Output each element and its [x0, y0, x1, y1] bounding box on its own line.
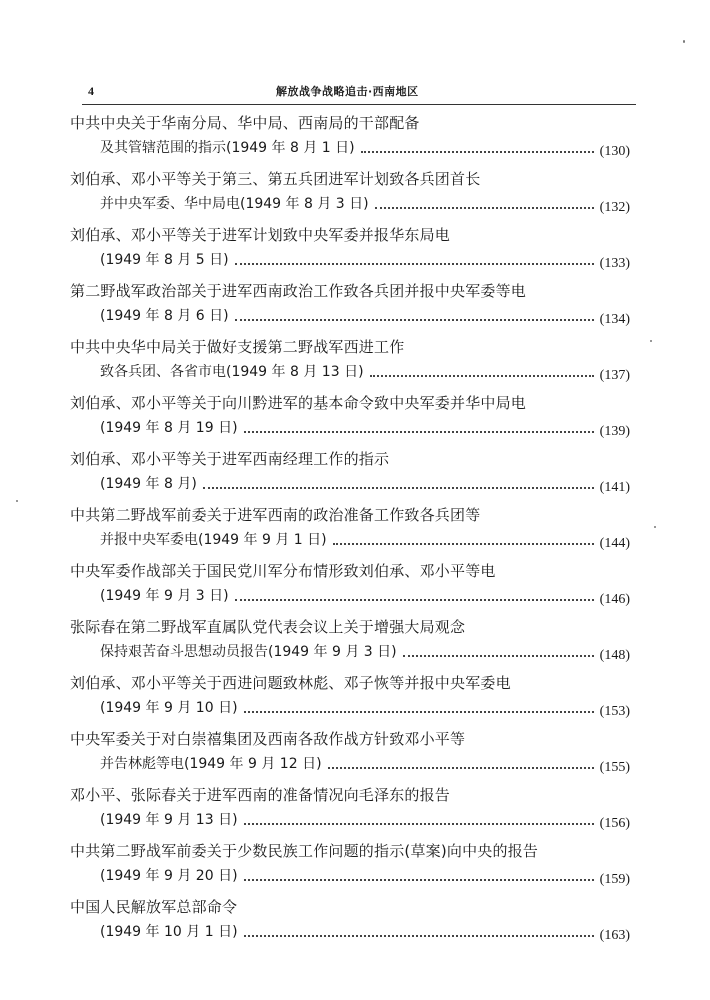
toc-entry-title-cont: 并中央军委、华中局电(1949 年 8 月 3 日): [100, 196, 369, 212]
toc-page-number: (134): [599, 312, 630, 327]
dot-leader: [244, 935, 594, 937]
toc-page-number: (159): [599, 872, 630, 887]
toc-page-number: (141): [599, 480, 630, 495]
scan-speck: [683, 40, 685, 43]
toc-entry-title: 邓小平、张际春关于进军西南的准备情况向毛泽东的报告: [70, 786, 451, 804]
dot-leader: [203, 487, 594, 489]
dot-leader: [235, 599, 594, 601]
toc-entry[interactable]: [70, 112, 630, 159]
toc-entry-title-cont: 并报中央军委电(1949 年 9 月 1 日): [100, 532, 327, 548]
toc-entry[interactable]: [70, 336, 630, 383]
scan-speck: [16, 500, 18, 502]
toc-entry-title-cont: (1949 年 9 月 13 日): [100, 812, 238, 828]
dot-leader: [328, 767, 594, 769]
toc-entry[interactable]: [70, 896, 630, 943]
page-header: [86, 82, 638, 100]
toc-page-number: (163): [599, 928, 630, 943]
toc-entry-title: 张际春在第二野战军直属队党代表会议上关于增强大局观念: [70, 618, 466, 636]
toc-entry-title-cont: 致各兵团、各省市电(1949 年 8 月 13 日): [100, 364, 364, 380]
toc-page-number: (146): [599, 592, 630, 607]
toc-page-number: (153): [599, 704, 630, 719]
toc-entry-title-cont: 并告林彪等电(1949 年 9 月 12 日): [100, 756, 322, 772]
toc-entry-title-cont: (1949 年 9 月 10 日): [100, 700, 238, 716]
page-number: 4: [88, 84, 94, 98]
toc-entry[interactable]: [70, 840, 630, 887]
toc-entry[interactable]: [70, 616, 630, 663]
toc-page-number: (156): [599, 816, 630, 831]
dot-leader: [244, 879, 594, 881]
toc-entry[interactable]: [70, 784, 630, 831]
toc-page-number: (139): [599, 424, 630, 439]
dot-leader: [333, 543, 594, 545]
toc-page-number: (148): [599, 648, 630, 663]
toc-entry[interactable]: [70, 280, 630, 327]
toc-entry-title: 中共第二野战军前委关于少数民族工作问题的指示(草案)向中央的报告: [70, 842, 539, 860]
toc-entry[interactable]: [70, 392, 630, 439]
dot-leader: [244, 431, 594, 433]
dot-leader: [244, 823, 594, 825]
toc-entry-title: 中共中央华中局关于做好支援第二野战军西进工作: [70, 338, 405, 356]
toc-entry[interactable]: [70, 672, 630, 719]
dot-leader: [403, 655, 594, 657]
toc-entry-title: 刘伯承、邓小平等关于西进问题致林彪、邓子恢等并报中央军委电: [70, 674, 511, 692]
toc-page-number: (137): [599, 368, 630, 383]
toc-entry-title-cont: 及其管辖范围的指示(1949 年 8 月 1 日): [100, 140, 355, 156]
toc-page-number: (132): [599, 200, 630, 215]
dot-leader: [244, 711, 594, 713]
toc-page-number: (144): [599, 536, 630, 551]
toc-entry-title: 第二野战军政治部关于进军西南政治工作致各兵团并报中央军委等电: [70, 282, 527, 300]
toc-entry-title: 中国人民解放军总部命令: [70, 898, 238, 916]
toc-entry-title: 刘伯承、邓小平等关于第三、第五兵团进军计划致各兵团首长: [70, 170, 481, 188]
toc-entry[interactable]: [70, 560, 630, 607]
toc-entry[interactable]: [70, 504, 630, 551]
scan-speck: [650, 340, 652, 342]
toc-entry-title-cont: (1949 年 8 月 5 日): [100, 252, 229, 268]
toc-entry-title: 中共中央关于华南分局、华中局、西南局的干部配备: [70, 114, 420, 132]
toc-page-number: (130): [599, 144, 630, 159]
toc-entry-title: 中央军委作战部关于国民党川军分布情形致刘伯承、邓小平等电: [70, 562, 496, 580]
toc-entry-title-cont: (1949 年 10 月 1 日): [100, 924, 238, 940]
toc-entry-title: 刘伯承、邓小平等关于向川黔进军的基本命令致中央军委并华中局电: [70, 394, 527, 412]
toc-entry[interactable]: [70, 224, 630, 271]
toc-entry-title-cont: (1949 年 9 月 3 日): [100, 588, 229, 604]
toc-entry-title-cont: (1949 年 8 月): [100, 476, 197, 492]
toc-entry[interactable]: [70, 448, 630, 495]
toc-entry-title: 刘伯承、邓小平等关于进军西南经理工作的指示: [70, 450, 390, 468]
dot-leader: [375, 207, 594, 209]
toc-entry[interactable]: [70, 728, 630, 775]
scan-speck: [654, 526, 656, 528]
dot-leader: [235, 263, 594, 265]
toc-entry[interactable]: [70, 168, 630, 215]
toc-entry-title: 刘伯承、邓小平等关于进军计划致中央军委并报华东局电: [70, 226, 451, 244]
toc-entry-title: 中共第二野战军前委关于进军西南的政治准备工作致各兵团等: [70, 506, 481, 524]
toc-entry-title-cont: (1949 年 8 月 19 日): [100, 420, 238, 436]
toc-entry-title-cont: 保持艰苦奋斗思想动员报告(1949 年 9 月 3 日): [100, 644, 397, 660]
toc-entry-title-cont: (1949 年 9 月 20 日): [100, 868, 238, 884]
toc-entry-title: 中央军委关于对白崇禧集团及西南各敌作战方针致邓小平等: [70, 730, 466, 748]
dot-leader: [370, 375, 594, 377]
dot-leader: [235, 319, 594, 321]
toc-page-number: (155): [599, 760, 630, 775]
table-of-contents: [70, 112, 630, 952]
toc-page-number: (133): [599, 256, 630, 271]
header-rule: [82, 104, 636, 105]
running-title: 解放战争战略追击·西南地区: [276, 85, 419, 98]
dot-leader: [361, 151, 594, 153]
toc-entry-title-cont: (1949 年 8 月 6 日): [100, 308, 229, 324]
